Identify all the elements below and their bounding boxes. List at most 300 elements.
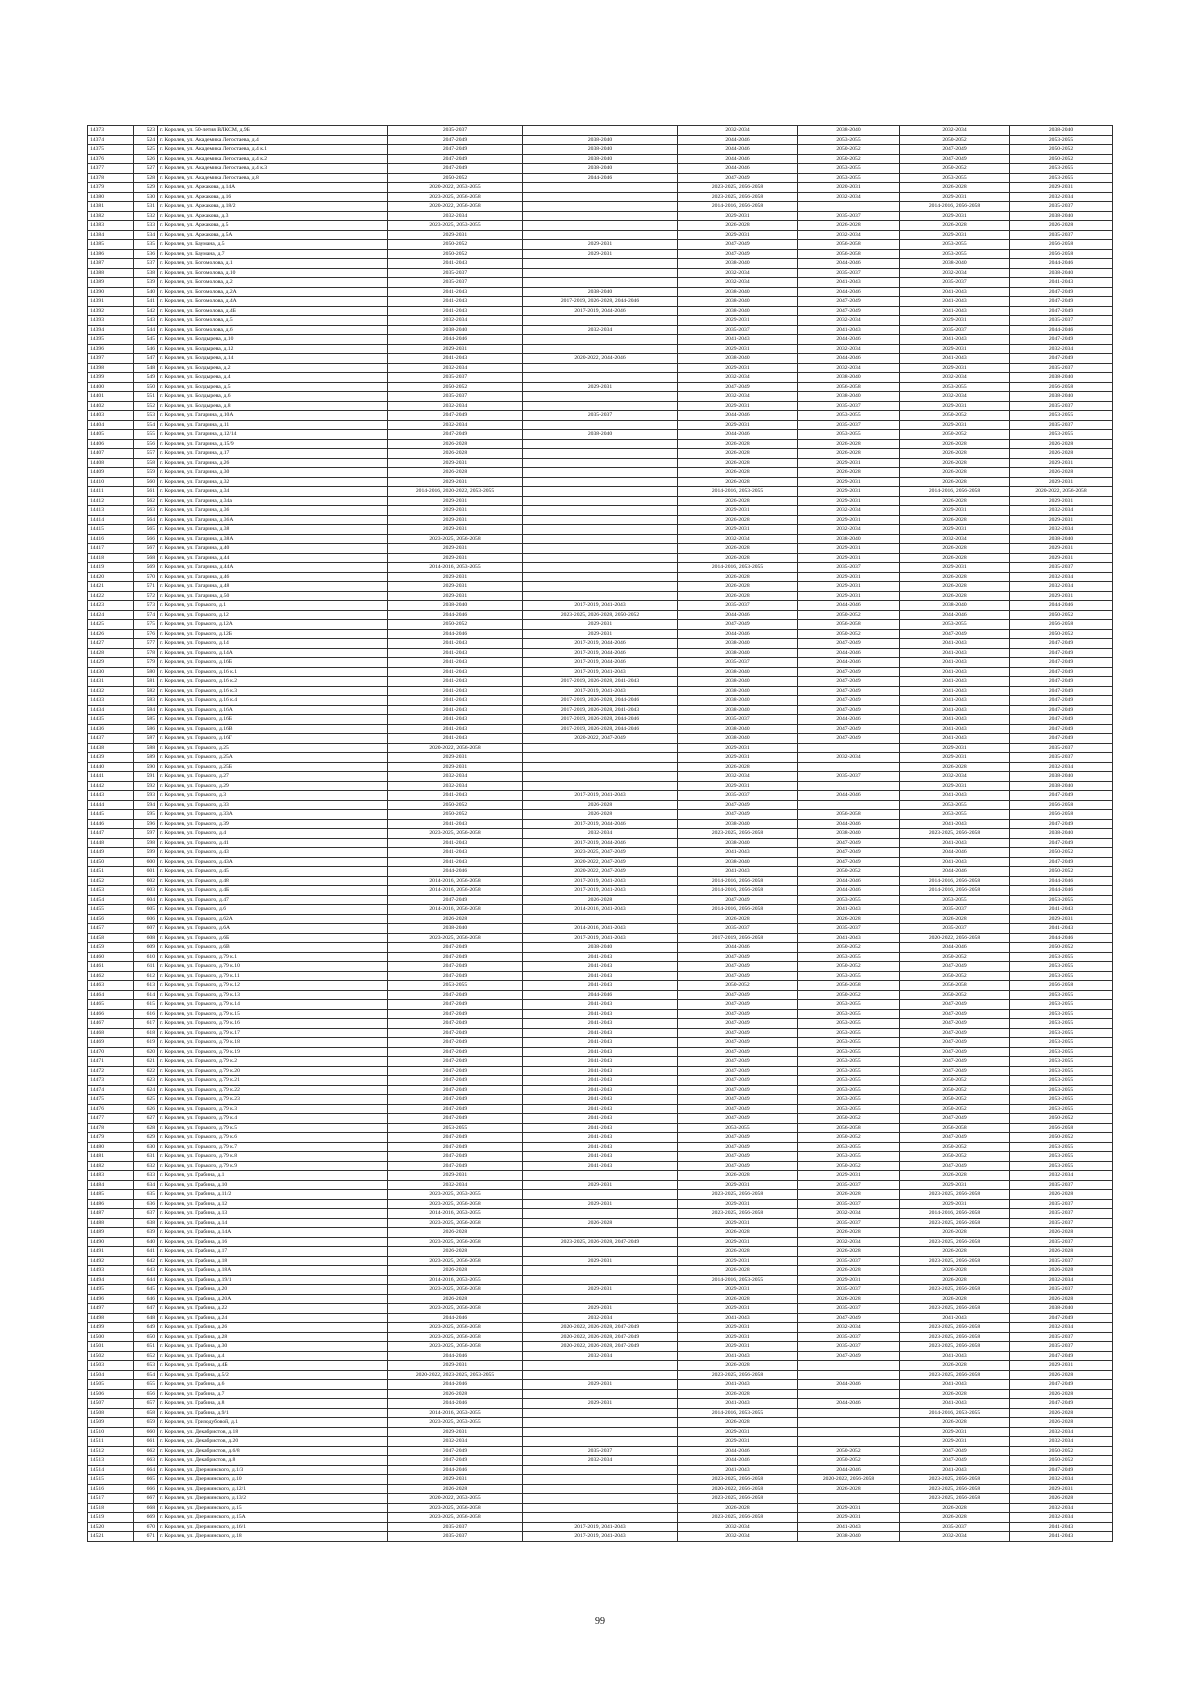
row-number-cell: 543	[134, 316, 158, 326]
period-4-cell: 2047-2049	[798, 724, 900, 734]
address-cell: г. Королев, ул. Гагарина, д.38А	[158, 534, 388, 544]
period-4-cell: 2047-2049	[798, 1313, 900, 1323]
period-2-cell	[523, 1247, 678, 1257]
address-cell: г. Королев, ул. Грабина, д.18	[158, 1256, 388, 1266]
address-cell: г. Королев, ул. Дзержинского, д.1/3	[158, 1465, 388, 1475]
period-3-cell: 2026-2028	[678, 544, 798, 554]
period-2-cell	[523, 1190, 678, 1200]
period-1-cell: 2029-2031	[388, 525, 523, 535]
table-row	[88, 1389, 1113, 1399]
period-2-cell	[523, 202, 678, 212]
row-number-cell: 605	[134, 905, 158, 915]
period-5-cell: 2050-2052	[900, 1085, 1010, 1095]
period-5-cell: 2038-2040	[900, 259, 1010, 269]
period-3-cell: 2047-2049	[678, 800, 798, 810]
row-number-cell: 638	[134, 1218, 158, 1228]
period-2-cell: 2029-2031	[523, 1256, 678, 1266]
address-cell: г. Королев, ул. Грабина, д.14	[158, 1218, 388, 1228]
row-number-cell: 546	[134, 344, 158, 354]
period-1-cell: 2029-2031	[388, 753, 523, 763]
period-2-cell	[523, 316, 678, 326]
period-4-cell: 2026-2028	[798, 221, 900, 231]
row-number-cell: 589	[134, 753, 158, 763]
table-row	[88, 316, 1113, 326]
table-row	[88, 1323, 1113, 1333]
period-3-cell: 2026-2028	[678, 458, 798, 468]
table-row	[88, 696, 1113, 706]
period-3-cell: 2047-2049	[678, 810, 798, 820]
row-number-cell: 531	[134, 202, 158, 212]
period-1-cell: 2047-2049	[388, 1085, 523, 1095]
period-6-cell: 2047-2049	[1010, 1399, 1113, 1409]
address-cell: г. Королев, ул. Горького, д.14А	[158, 648, 388, 658]
period-2-cell: 2041-2043	[523, 1123, 678, 1133]
period-1-cell: 2020-2022, 2053-2055	[388, 183, 523, 193]
period-6-cell: 2038-2040	[1010, 534, 1113, 544]
period-3-cell: 2029-2031	[678, 1304, 798, 1314]
period-2-cell: 2044-2046	[523, 990, 678, 1000]
table-row	[88, 1085, 1113, 1095]
period-3-cell: 2032-2034	[678, 772, 798, 782]
address-cell: г. Королев, ул. Богомолова, д.10	[158, 268, 388, 278]
row-number-cell: 525	[134, 145, 158, 155]
period-5-cell: 2029-2031	[900, 506, 1010, 516]
period-1-cell: 2032-2034	[388, 401, 523, 411]
address-cell: г. Королев, ул. Горького, д.79 к.12	[158, 981, 388, 991]
period-3-cell: 2038-2040	[678, 696, 798, 706]
table-row	[88, 772, 1113, 782]
period-2-cell	[523, 1408, 678, 1418]
period-5-cell: 2041-2043	[900, 705, 1010, 715]
period-6-cell: 2032-2034	[1010, 762, 1113, 772]
period-2-cell: 2017-2019, 2026-2028, 2041-2043	[523, 677, 678, 687]
row-id-cell: 14409	[88, 468, 134, 478]
period-5-cell: 2041-2043	[900, 658, 1010, 668]
period-6-cell: 2032-2034	[1010, 1437, 1113, 1447]
period-5-cell: 2026-2028	[900, 1513, 1010, 1523]
period-6-cell: 2053-2055	[1010, 895, 1113, 905]
period-4-cell: 2026-2028	[798, 1190, 900, 1200]
period-4-cell: 2029-2031	[798, 582, 900, 592]
period-3-cell: 2026-2028	[678, 582, 798, 592]
table-row	[88, 1218, 1113, 1228]
table-row	[88, 591, 1113, 601]
row-id-cell: 14510	[88, 1427, 134, 1437]
row-id-cell: 14518	[88, 1503, 134, 1513]
period-5-cell: 2050-2052	[900, 1095, 1010, 1105]
period-4-cell: 2032-2034	[798, 192, 900, 202]
address-cell: г. Королев, ул. Гагарина, д.48	[158, 582, 388, 592]
period-6-cell: 2047-2049	[1010, 1465, 1113, 1475]
period-5-cell: 2041-2043	[900, 791, 1010, 801]
row-number-cell: 635	[134, 1190, 158, 1200]
table-row	[88, 1427, 1113, 1437]
row-id-cell: 14439	[88, 753, 134, 763]
period-5-cell: 2014-2016, 2053-2055	[900, 1408, 1010, 1418]
period-1-cell: 2014-2016, 2056-2058	[388, 876, 523, 886]
period-4-cell: 2044-2046	[798, 1380, 900, 1390]
period-4-cell: 2053-2055	[798, 1104, 900, 1114]
period-4-cell: 2032-2034	[798, 230, 900, 240]
row-number-cell: 657	[134, 1399, 158, 1409]
row-id-cell: 14485	[88, 1190, 134, 1200]
period-1-cell: 2023-2025, 2056-2058	[388, 1199, 523, 1209]
period-4-cell: 2053-2055	[798, 411, 900, 421]
period-4-cell: 2035-2037	[798, 1342, 900, 1352]
period-1-cell: 2029-2031	[388, 506, 523, 516]
period-5-cell: 2023-2025, 2056-2058	[900, 829, 1010, 839]
period-2-cell	[523, 781, 678, 791]
period-4-cell: 2047-2049	[798, 667, 900, 677]
address-cell: г. Королев, ул. Горького, д.6А	[158, 924, 388, 934]
table-row	[88, 876, 1113, 886]
period-3-cell: 2044-2046	[678, 1446, 798, 1456]
period-5-cell: 2026-2028	[900, 449, 1010, 459]
period-3-cell: 2032-2034	[678, 126, 798, 136]
row-number-cell: 547	[134, 354, 158, 364]
address-cell: г. Королев, ул. Горького, д.16Г	[158, 734, 388, 744]
period-1-cell: 2023-2025, 2056-2058	[388, 1237, 523, 1247]
period-2-cell: 2017-2019, 2041-2043	[523, 667, 678, 677]
period-4-cell: 2047-2049	[798, 1351, 900, 1361]
table-row	[88, 1171, 1113, 1181]
period-6-cell: 2056-2058	[1010, 382, 1113, 392]
table-row	[88, 1256, 1113, 1266]
period-6-cell: 2026-2028	[1010, 1247, 1113, 1257]
table-row	[88, 1266, 1113, 1276]
row-id-cell: 14406	[88, 439, 134, 449]
table-row	[88, 126, 1113, 136]
table-row	[88, 496, 1113, 506]
period-2-cell: 2026-2028	[523, 800, 678, 810]
address-cell: г. Королев, ул. Горького, д.79 к.3	[158, 1104, 388, 1114]
period-5-cell: 2014-2016, 2056-2058	[900, 202, 1010, 212]
period-3-cell: 2029-2031	[678, 316, 798, 326]
period-3-cell: 2047-2049	[678, 1142, 798, 1152]
row-number-cell: 561	[134, 487, 158, 497]
row-id-cell: 14373	[88, 126, 134, 136]
period-3-cell: 2014-2016, 2056-2058	[678, 905, 798, 915]
period-4-cell: 2026-2028	[798, 1228, 900, 1238]
period-4-cell: 2035-2037	[798, 268, 900, 278]
period-3-cell: 2038-2040	[678, 686, 798, 696]
period-6-cell: 2038-2040	[1010, 1304, 1113, 1314]
row-id-cell: 14455	[88, 905, 134, 915]
row-number-cell: 659	[134, 1418, 158, 1428]
period-2-cell: 2017-2019, 2041-2043	[523, 1532, 678, 1542]
period-2-cell: 2032-2034	[523, 1313, 678, 1323]
address-cell: г. Королев, ул. Дзержинского, д.12/1	[158, 1484, 388, 1494]
row-id-cell: 14469	[88, 1038, 134, 1048]
row-id-cell: 14384	[88, 230, 134, 240]
row-number-cell: 669	[134, 1513, 158, 1523]
period-4-cell: 2038-2040	[798, 126, 900, 136]
period-2-cell: 2020-2022, 2026-2028, 2047-2049	[523, 1342, 678, 1352]
table-row	[88, 458, 1113, 468]
period-4-cell	[798, 1418, 900, 1428]
period-2-cell: 2029-2031	[523, 382, 678, 392]
row-id-cell: 14494	[88, 1275, 134, 1285]
row-number-cell: 628	[134, 1123, 158, 1133]
row-number-cell: 640	[134, 1237, 158, 1247]
row-id-cell: 14461	[88, 962, 134, 972]
period-4-cell: 2032-2034	[798, 506, 900, 516]
row-number-cell: 559	[134, 468, 158, 478]
period-4-cell: 2050-2052	[798, 610, 900, 620]
period-2-cell: 2023-2025, 2047-2049	[523, 848, 678, 858]
address-cell: г. Королев, ул. Горького, д.16 к.2	[158, 677, 388, 687]
table-row	[88, 1076, 1113, 1086]
row-number-cell: 572	[134, 591, 158, 601]
period-5-cell: 2047-2049	[900, 1133, 1010, 1143]
row-number-cell: 656	[134, 1389, 158, 1399]
period-5-cell: 2050-2052	[900, 990, 1010, 1000]
table-row	[88, 1057, 1113, 1067]
period-6-cell: 2035-2037	[1010, 1237, 1113, 1247]
row-id-cell: 14440	[88, 762, 134, 772]
table-row	[88, 639, 1113, 649]
period-3-cell: 2026-2028	[678, 496, 798, 506]
row-number-cell: 526	[134, 154, 158, 164]
period-2-cell: 2041-2043	[523, 1133, 678, 1143]
address-cell: г. Королев, ул. Грабина, д.9/1	[158, 1408, 388, 1418]
period-3-cell: 2026-2028	[678, 468, 798, 478]
row-number-cell: 648	[134, 1313, 158, 1323]
period-2-cell: 2020-2022, 2047-2049	[523, 857, 678, 867]
table-row	[88, 1019, 1113, 1029]
row-id-cell: 14483	[88, 1171, 134, 1181]
row-number-cell: 576	[134, 629, 158, 639]
period-6-cell: 2050-2052	[1010, 1133, 1113, 1143]
address-cell: г. Королев, ул. Дзержинского, д.10	[158, 1475, 388, 1485]
table-row	[88, 1484, 1113, 1494]
period-3-cell: 2014-2016, 2056-2058	[678, 886, 798, 896]
row-number-cell: 602	[134, 876, 158, 886]
period-6-cell: 2026-2028	[1010, 1228, 1113, 1238]
period-1-cell: 2038-2040	[388, 325, 523, 335]
period-1-cell: 2044-2046	[388, 1399, 523, 1409]
period-2-cell: 2041-2043	[523, 952, 678, 962]
period-4-cell: 2053-2055	[798, 1009, 900, 1019]
period-2-cell: 2029-2031	[523, 1304, 678, 1314]
period-6-cell: 2029-2031	[1010, 183, 1113, 193]
period-1-cell: 2041-2043	[388, 639, 523, 649]
row-id-cell: 14422	[88, 591, 134, 601]
address-cell: г. Королев, ул. Грабина, д.7	[158, 1389, 388, 1399]
period-1-cell: 2029-2031	[388, 496, 523, 506]
period-4-cell: 2050-2052	[798, 1133, 900, 1143]
table-row	[88, 401, 1113, 411]
period-4-cell: 2044-2046	[798, 287, 900, 297]
row-number-cell: 670	[134, 1522, 158, 1532]
period-5-cell: 2047-2049	[900, 962, 1010, 972]
table-row	[88, 743, 1113, 753]
period-1-cell: 2047-2049	[388, 1019, 523, 1029]
row-number-cell: 591	[134, 772, 158, 782]
period-4-cell: 2026-2028	[798, 1484, 900, 1494]
period-2-cell	[523, 363, 678, 373]
table-row	[88, 1095, 1113, 1105]
period-5-cell: 2041-2043	[900, 648, 1010, 658]
period-5-cell: 2053-2055	[900, 240, 1010, 250]
row-id-cell: 14385	[88, 240, 134, 250]
period-3-cell: 2047-2049	[678, 1028, 798, 1038]
period-4-cell: 2050-2052	[798, 1446, 900, 1456]
address-cell: г. Королев, ул. Горького, д.79 к.13	[158, 990, 388, 1000]
period-2-cell	[523, 753, 678, 763]
address-cell: г. Королев, ул. Горького, д.25	[158, 743, 388, 753]
row-id-cell: 14423	[88, 601, 134, 611]
period-1-cell: 2014-2016, 2020-2022, 2053-2055	[388, 487, 523, 497]
period-6-cell: 2041-2043	[1010, 905, 1113, 915]
table-row	[88, 610, 1113, 620]
period-6-cell: 2029-2031	[1010, 553, 1113, 563]
table-row	[88, 791, 1113, 801]
period-5-cell: 2047-2049	[900, 629, 1010, 639]
table-row	[88, 135, 1113, 145]
row-id-cell: 14410	[88, 477, 134, 487]
period-2-cell	[523, 373, 678, 383]
period-5-cell: 2044-2046	[900, 848, 1010, 858]
row-number-cell: 618	[134, 1028, 158, 1038]
period-4-cell: 2029-2031	[798, 1275, 900, 1285]
period-4-cell: 2056-2058	[798, 981, 900, 991]
period-3-cell: 2029-2031	[678, 211, 798, 221]
period-2-cell: 2017-2019, 2044-2046	[523, 648, 678, 658]
period-6-cell: 2053-2055	[1010, 164, 1113, 174]
table-row	[88, 1047, 1113, 1057]
period-1-cell: 2029-2031	[388, 477, 523, 487]
row-id-cell: 14515	[88, 1475, 134, 1485]
table-row	[88, 154, 1113, 164]
period-4-cell: 2050-2052	[798, 1161, 900, 1171]
table-row	[88, 325, 1113, 335]
address-cell: г. Королев, ул. Горького, д.39	[158, 819, 388, 829]
row-id-cell: 14472	[88, 1066, 134, 1076]
period-4-cell: 2053-2055	[798, 164, 900, 174]
table-row	[88, 1152, 1113, 1162]
period-2-cell	[523, 743, 678, 753]
row-number-cell: 671	[134, 1532, 158, 1542]
period-5-cell: 2026-2028	[900, 515, 1010, 525]
table-row	[88, 1133, 1113, 1143]
row-id-cell: 14471	[88, 1057, 134, 1067]
period-3-cell: 2029-2031	[678, 525, 798, 535]
period-5-cell: 2041-2043	[900, 686, 1010, 696]
period-4-cell: 2053-2055	[798, 430, 900, 440]
period-2-cell: 2035-2037	[523, 411, 678, 421]
row-number-cell: 642	[134, 1256, 158, 1266]
address-cell: г. Королев, ул. Горького, д.47	[158, 895, 388, 905]
period-4-cell: 2047-2049	[798, 306, 900, 316]
period-2-cell: 2023-2025, 2026-2028, 2047-2049	[523, 1237, 678, 1247]
period-3-cell: 2038-2040	[678, 819, 798, 829]
row-number-cell: 663	[134, 1456, 158, 1466]
address-cell: г. Королев, ул. Горького, д.12А	[158, 620, 388, 630]
period-2-cell: 2020-2022, 2026-2028, 2047-2049	[523, 1323, 678, 1333]
period-2-cell: 2017-2019, 2026-2028, 2044-2046	[523, 724, 678, 734]
period-4-cell: 2056-2058	[798, 1123, 900, 1133]
row-number-cell: 550	[134, 382, 158, 392]
period-6-cell: 2053-2055	[1010, 173, 1113, 183]
address-cell: г. Королев, ул. Декабристов, д.6/8	[158, 1446, 388, 1456]
row-number-cell: 609	[134, 943, 158, 953]
row-number-cell: 586	[134, 724, 158, 734]
row-number-cell: 660	[134, 1427, 158, 1437]
row-id-cell: 14405	[88, 430, 134, 440]
row-number-cell: 587	[134, 734, 158, 744]
row-number-cell: 611	[134, 962, 158, 972]
table-row	[88, 629, 1113, 639]
period-3-cell: 2029-2031	[678, 1218, 798, 1228]
row-number-cell: 636	[134, 1199, 158, 1209]
period-5-cell: 2014-2016, 2056-2058	[900, 876, 1010, 886]
period-3-cell: 2044-2046	[678, 943, 798, 953]
row-number-cell: 595	[134, 810, 158, 820]
period-6-cell: 2050-2052	[1010, 1114, 1113, 1124]
period-3-cell: 2029-2031	[678, 781, 798, 791]
period-3-cell: 2023-2025, 2056-2058	[678, 1513, 798, 1523]
period-3-cell: 2026-2028	[678, 1171, 798, 1181]
period-3-cell: 2047-2049	[678, 1009, 798, 1019]
period-2-cell	[523, 553, 678, 563]
period-5-cell: 2041-2043	[900, 335, 1010, 345]
period-5-cell: 2023-2025, 2056-2058	[900, 1475, 1010, 1485]
address-cell: г. Королев, ул. Горького, д.1	[158, 601, 388, 611]
period-1-cell: 2047-2049	[388, 154, 523, 164]
row-number-cell: 661	[134, 1437, 158, 1447]
period-2-cell	[523, 420, 678, 430]
period-1-cell: 2044-2046	[388, 867, 523, 877]
period-5-cell: 2029-2031	[900, 1199, 1010, 1209]
period-1-cell: 2038-2040	[388, 601, 523, 611]
table-row	[88, 914, 1113, 924]
period-1-cell: 2047-2049	[388, 895, 523, 905]
period-3-cell: 2044-2046	[678, 629, 798, 639]
period-5-cell: 2047-2049	[900, 1019, 1010, 1029]
period-4-cell	[798, 1361, 900, 1371]
period-1-cell: 2041-2043	[388, 306, 523, 316]
period-1-cell: 2041-2043	[388, 838, 523, 848]
period-6-cell: 2053-2055	[1010, 1085, 1113, 1095]
period-2-cell	[523, 772, 678, 782]
period-5-cell: 2029-2031	[900, 420, 1010, 430]
period-1-cell: 2035-2037	[388, 1522, 523, 1532]
period-4-cell: 2044-2046	[798, 1399, 900, 1409]
table-row	[88, 648, 1113, 658]
table-row	[88, 515, 1113, 525]
period-4-cell: 2035-2037	[798, 1218, 900, 1228]
period-3-cell: 2023-2025, 2056-2058	[678, 829, 798, 839]
period-4-cell: 2053-2055	[798, 1085, 900, 1095]
table-row	[88, 895, 1113, 905]
period-2-cell	[523, 591, 678, 601]
period-2-cell: 2017-2019, 2044-2046	[523, 658, 678, 668]
period-4-cell: 2056-2058	[798, 382, 900, 392]
address-cell: г. Королев, ул. Горького, д.27	[158, 772, 388, 782]
row-id-cell: 14401	[88, 392, 134, 402]
row-number-cell: 524	[134, 135, 158, 145]
period-3-cell: 2044-2046	[678, 164, 798, 174]
period-5-cell: 2047-2049	[900, 1057, 1010, 1067]
period-3-cell: 2047-2049	[678, 1057, 798, 1067]
period-1-cell: 2035-2037	[388, 126, 523, 136]
period-1-cell: 2032-2034	[388, 420, 523, 430]
period-6-cell: 2056-2058	[1010, 249, 1113, 259]
table-row	[88, 544, 1113, 554]
table-row	[88, 1380, 1113, 1390]
row-number-cell: 606	[134, 914, 158, 924]
